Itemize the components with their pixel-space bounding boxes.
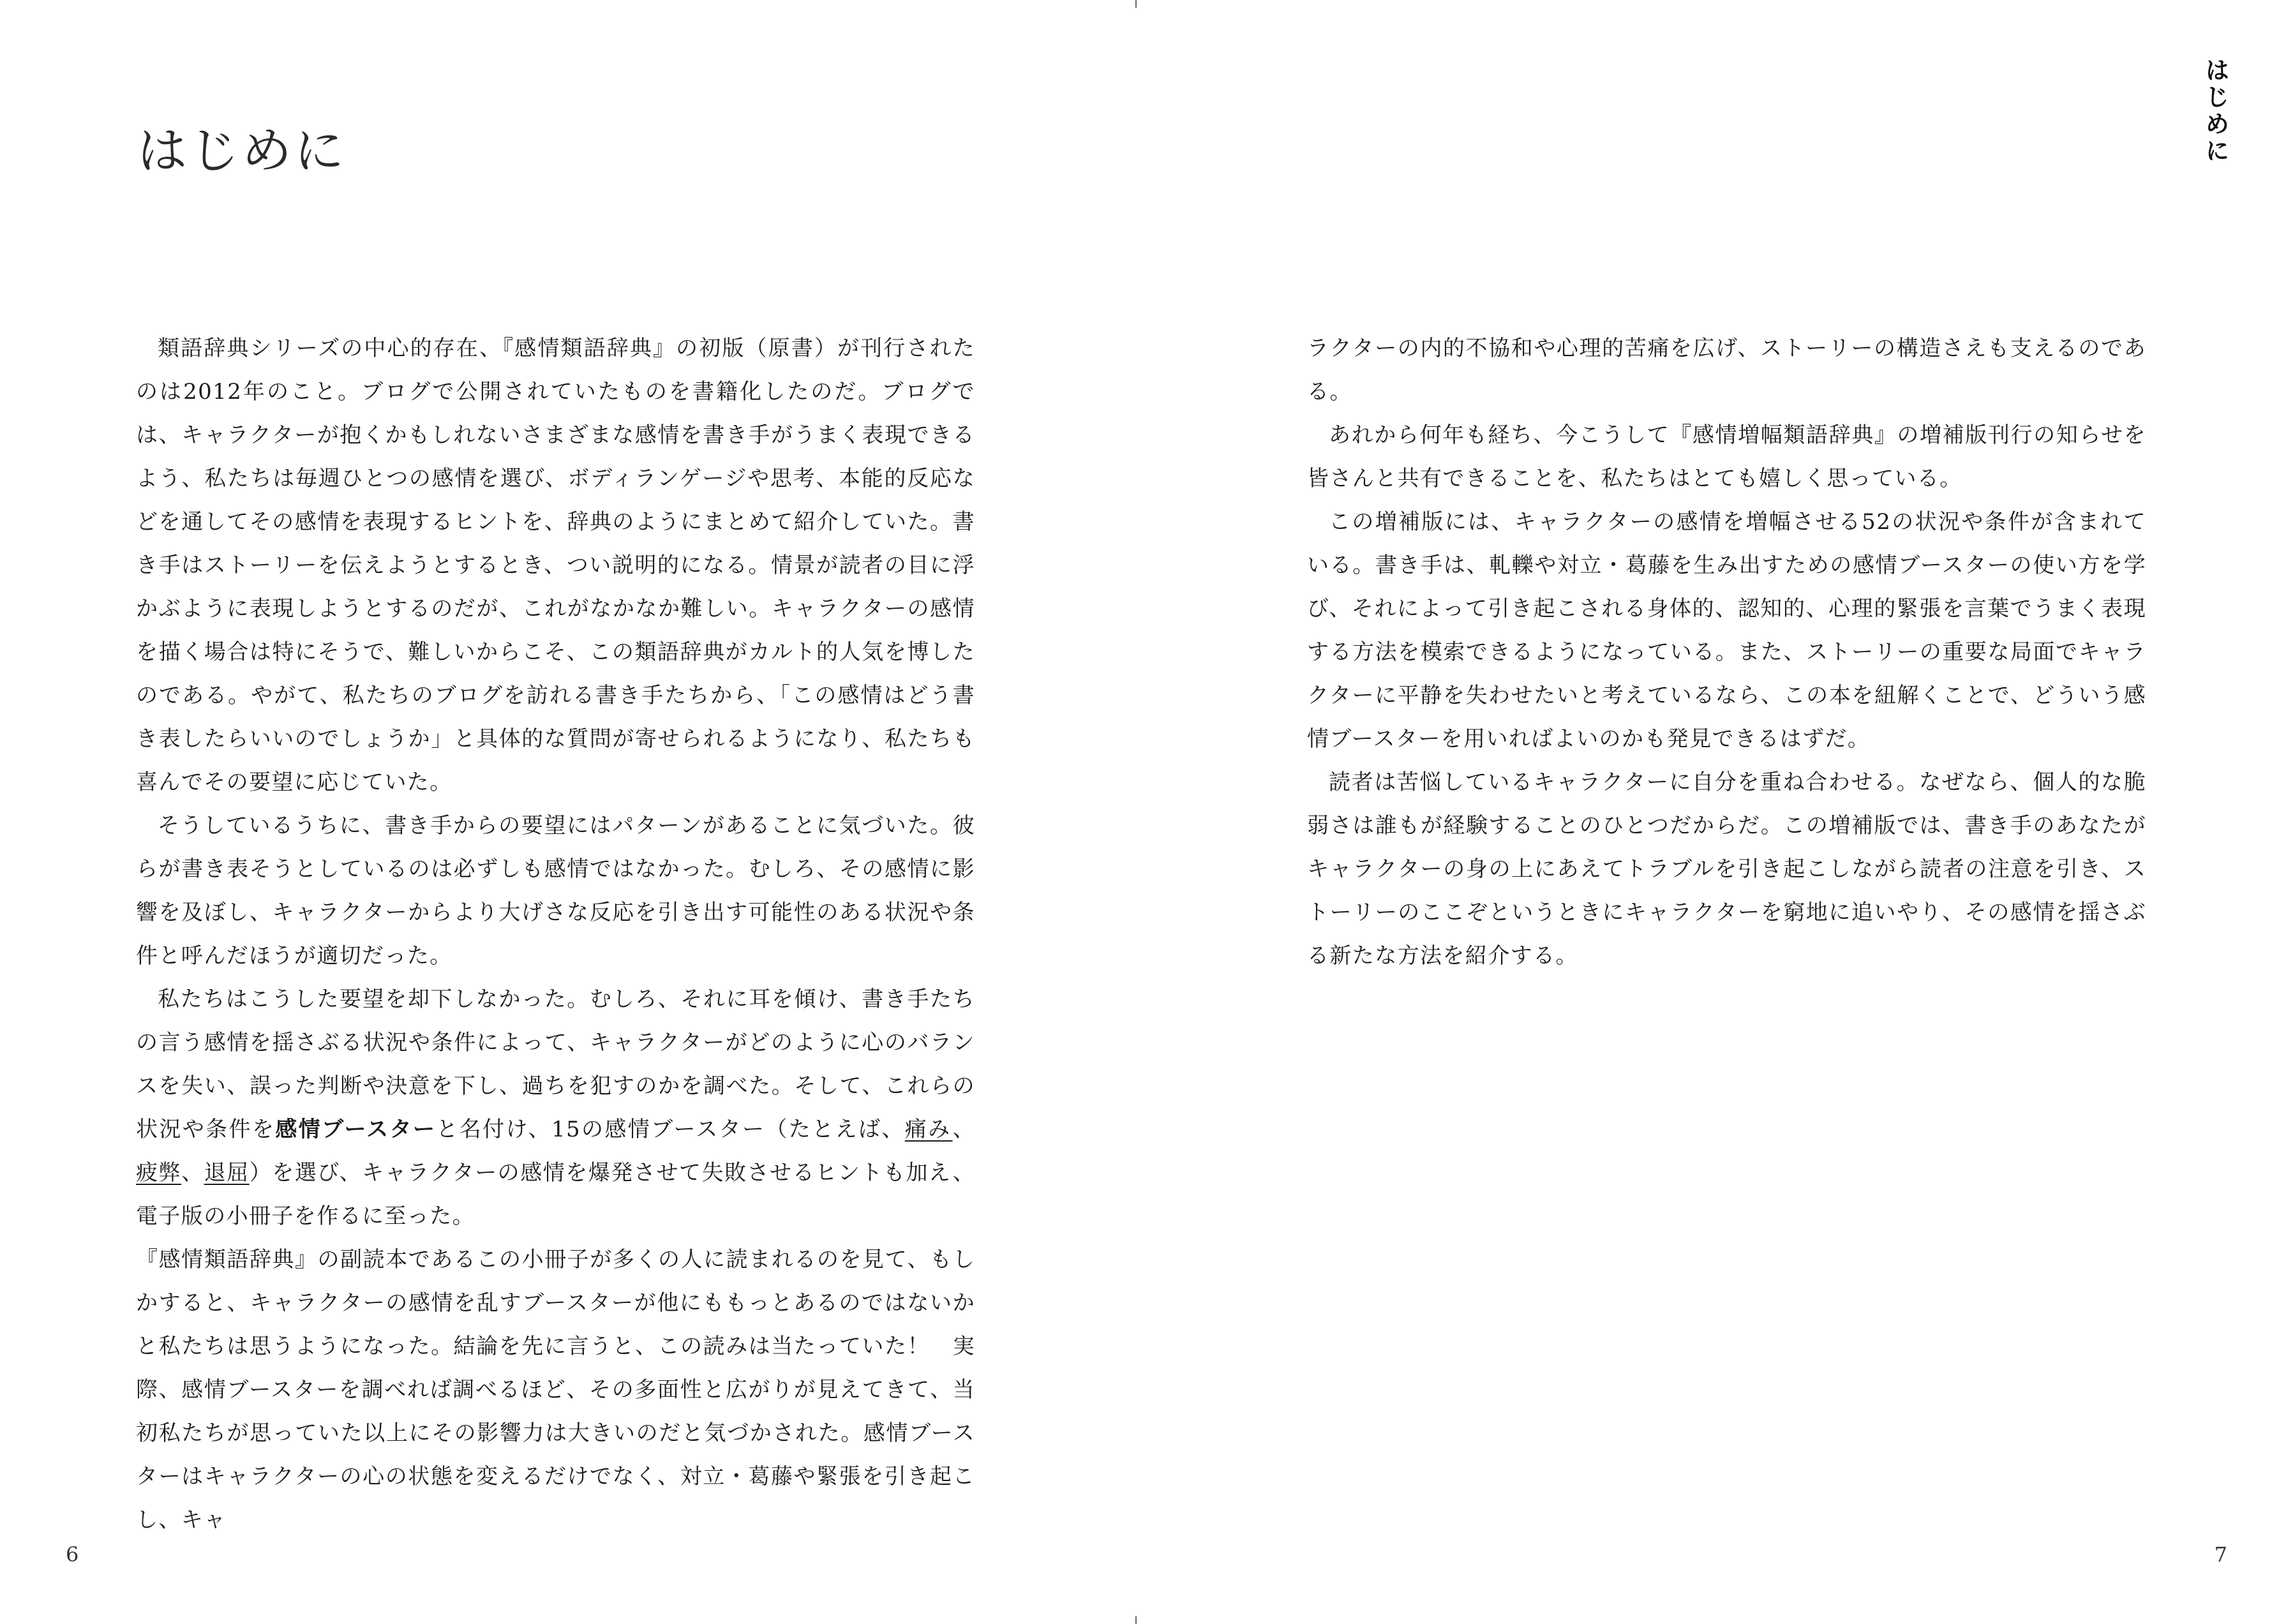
- page-number-left: 6: [66, 1542, 79, 1567]
- body-paragraph: [1307, 327, 2146, 413]
- body-paragraph: [136, 804, 975, 978]
- text-run: 、: [181, 1160, 204, 1186]
- cross-reference-term: 疲弊: [136, 1160, 182, 1186]
- text-run: そうしているうちに、書き手からの要望にはパターンがあることに気づいた。彼らが書き表そうとしているのは必ずしも感情ではなかった。むしろ、その感情に影響を及ぼし、キャラクターからより大げさな反応を引き出す可能性のある状況や条件と呼んだほうが適切だった。: [136, 813, 975, 969]
- text-run: 、: [952, 1117, 975, 1142]
- body-paragraph: [136, 978, 975, 1238]
- body-paragraph: [1307, 761, 2146, 978]
- emphasized-term: 感情ブースター: [275, 1117, 437, 1142]
- text-run: 『感情類語辞典』の副読本であるこの小冊子が多くの人に読まれるのを見て、もしかすると、キャラクターの感情を乱すブースターが他にももっとあるのではないかと私たちは思うようになった。結論を先に言うと、この読みは当たっていた！ 実際、感情ブースターを調べれば調べるほど、その多面性と広がりが見えてきて、当初私たちが思っていた以上にその影響力は大きいのだと気づかされた。感情ブースターはキャラクターの心の状態を変えるだけでなく、対立・葛藤や緊張を引き起こし、キャ: [136, 1247, 975, 1533]
- body-paragraph: [1307, 413, 2146, 500]
- text-run: 類語辞典シリーズの中心的存在、『感情類語辞典』の初版（原書）が刊行されたのは2012年のこと。ブログで公開されていたものを書籍化したのだ。ブログでは、キャラクターが抱くかもしれないさまざまな感情を書き手がうまく表現できるよう、私たちは毎週ひとつの感情を選び、ボディランゲージや思考、本能的反応などを通してその感情を表現するヒントを、辞典のようにまとめて紹介していた。書き手はストーリーを伝えようとするとき、つい説明的になる。情景が読者の目に浮かぶように表現しようとするのだが、これがなかなか難しい。キャラクターの感情を描く場合は特にそうで、難しいからこそ、この類語辞典がカルト的人気を博したのである。やがて、私たちのブログを訪れる書き手たちから、「この感情はどう書き表したらいいのでしょうか」と具体的な質問が寄せられるようになり、私たちも喜んでその要望に応じていた。: [136, 336, 975, 795]
- cross-reference-term: 退屈: [204, 1160, 250, 1186]
- running-head: はじめに: [2201, 57, 2229, 165]
- page-number-right: 7: [2214, 1542, 2227, 1567]
- text-run: この増補版には、キャラクターの感情を増幅させる52の状況や条件が含まれている。書き手は、軋轢や対立・葛藤を生み出すための感情ブースターの使い方を学び、それによって引き起こされる身体的、認知的、心理的緊張を言葉でうまく表現する方法を模索できるようになっている。また、ストーリーの重要な局面でキャラクターに平静を失わせたいと考えているなら、この本を紐解くことで、どういう感情ブースターを用いればよいのかも発見できるはずだ。: [1307, 509, 2146, 752]
- body-paragraph: [136, 327, 975, 804]
- body-paragraph: [136, 1238, 975, 1542]
- right-page: [1136, 0, 2272, 1624]
- text-run: ）を選び、キャラクターの感情を爆発させて失敗させるヒントも加え、電子版の小冊子を作るに至った。: [136, 1160, 975, 1229]
- text-run: と名付け、15の感情ブースター（たとえば、: [436, 1117, 905, 1142]
- left-body-text: [136, 327, 975, 1542]
- right-body-text: [1307, 327, 2146, 978]
- text-run: あれから何年も経ち、今こうして『感情増幅類語辞典』の増補版刊行の知らせを皆さんと共有できることを、私たちはとても嬉しく思っている。: [1307, 422, 2146, 491]
- text-run: 読者は苦悩しているキャラクターに自分を重ね合わせる。なぜなら、個人的な脆弱さは誰もが経験することのひとつだからだ。この増補版では、書き手のあなたがキャラクターの身の上にあえてトラブルを引き起こしながら読者の注意を引き、ストーリーのここぞというときにキャラクターを窮地に追いやり、その感情を揺さぶる新たな方法を紹介する。: [1307, 770, 2146, 969]
- body-paragraph: [1307, 500, 2146, 761]
- text-run: 私たちはこうした要望を却下しなかった。むしろ、それに耳を傾け、書き手たちの言う感情を揺さぶる状況や条件によって、キャラクターがどのように心のバランスを失い、誤った判断や決意を下し、過ちを犯すのかを調べた。そして、これらの状況や条件を: [136, 987, 975, 1142]
- cross-reference-term: 痛み: [904, 1117, 953, 1142]
- text-run: ラクターの内的不協和や心理的苦痛を広げ、ストーリーの構造さえも支えるのである。: [1307, 336, 2146, 405]
- chapter-title: はじめに: [137, 123, 347, 180]
